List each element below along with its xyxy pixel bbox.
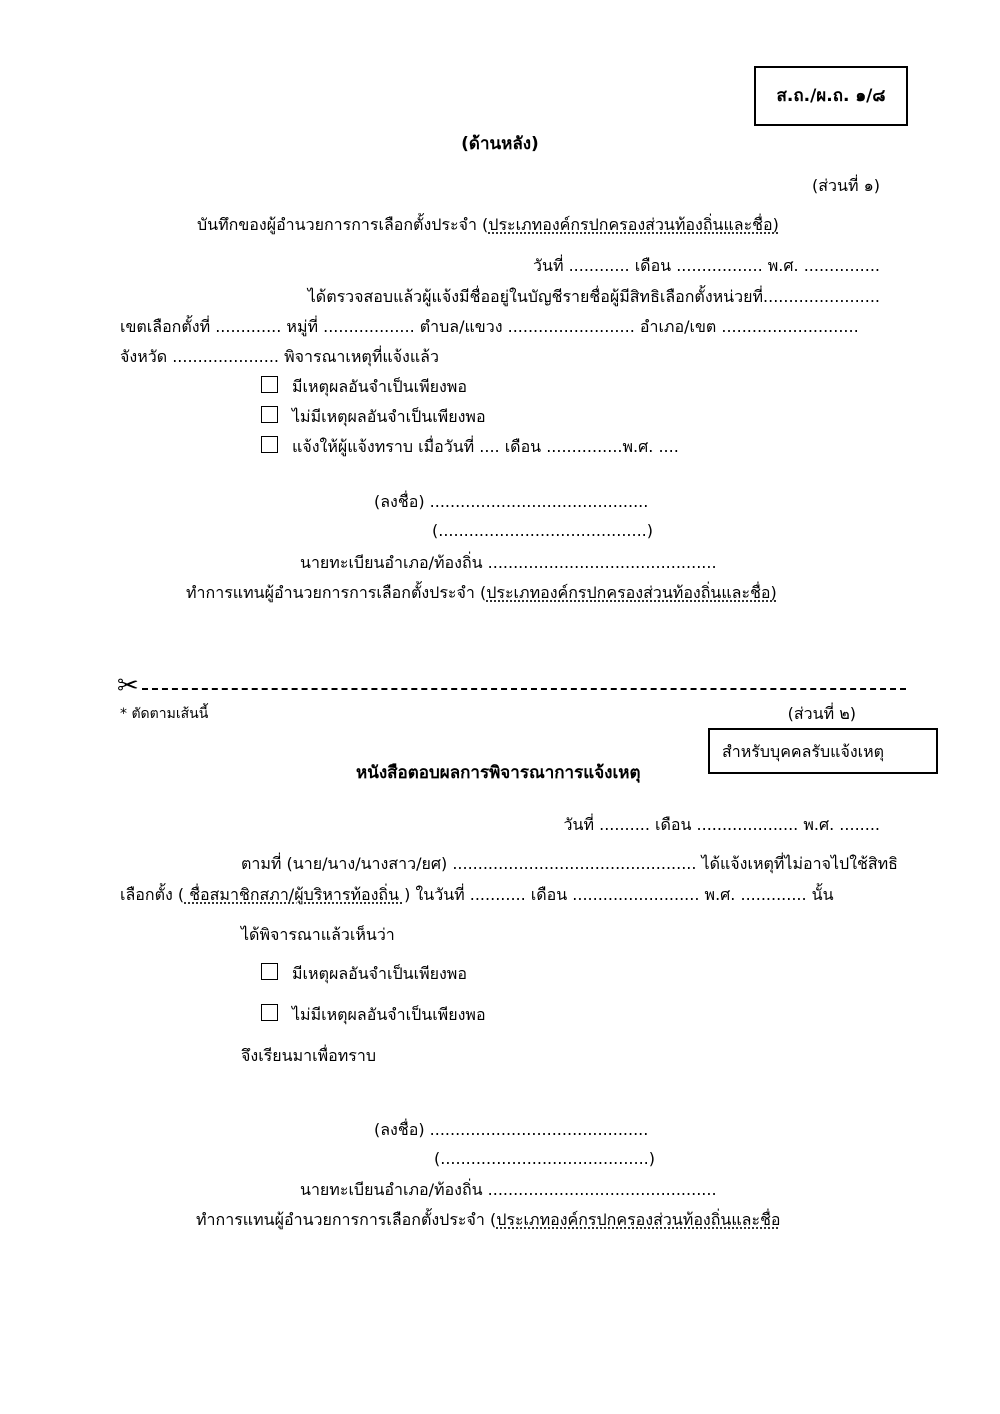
part1-option-label-3: แจ้งให้ผู้แจ้งทราบ เมื่อวันที่ .... เดือน ...............พ.ศ. .... [292, 437, 679, 456]
cut-note: * ตัดตามเส้นนี้ [120, 706, 209, 722]
part1-option-label-2: ไม่มีเหตุผลอันจำเป็นเพียงพอ [292, 407, 486, 426]
part2-date-line: วันที่ .......... เดือน .................... พ.ศ. ........ [563, 815, 880, 834]
part1-acting-line [186, 583, 777, 603]
part2-option-label-2: ไม่มีเหตุผลอันจำเป็นเพียงพอ [292, 1005, 486, 1024]
part2-inform-line: จึงเรียนมาเพื่อทราบ [241, 1046, 376, 1065]
election-prefix: เลือกตั้ง ( [120, 885, 185, 904]
side-label: (ด้านหลัง) [461, 134, 539, 154]
part1-date-line: วันที่ ............ เดือน ................. พ.ศ. ............... [533, 256, 880, 275]
part1-registrar-line: นายทะเบียนอำเภอ/ท้องถิ่น ............................................. [300, 553, 717, 572]
part1-option-checkbox-3[interactable] [261, 436, 278, 453]
election-underlined: ชื่อสมาชิกสภา/ผู้บริหารท้องถิ่น [184, 885, 405, 904]
part2-acting-line [196, 1210, 781, 1230]
part2-title: หนังสือตอบผลการพิจารณาการแจ้งเหตุ [356, 763, 641, 783]
cut-dashed-line [142, 688, 906, 690]
part1-option-checkbox-1[interactable] [261, 376, 278, 393]
part1-option-label-1: มีเหตุผลอันจำเป็นเพียงพอ [292, 377, 467, 396]
part2-option-label-1: มีเหตุผลอันจำเป็นเพียงพอ [292, 964, 467, 983]
part1-province-line: จังหวัด ..................... พิจารณาเหตุที่แจ้งแล้ว [120, 347, 439, 366]
form-code: ส.ถ./ผ.ถ. ๑/๘ [776, 86, 886, 106]
election-suffix: ) ในวันที่ ........... เดือน ......................... พ.ศ. ............. นั้น [404, 885, 834, 904]
part1-option-checkbox-2[interactable] [261, 406, 278, 423]
part1-checked-line: ได้ตรวจสอบแล้วผู้แจ้งมีชื่ออยู่ในบัญชีรายชื่อผู้มีสิทธิเลือกตั้งหน่วยที่....................... [307, 287, 880, 306]
part1-district-line: เขตเลือกตั้งที่ ............. หมู่ที่ .................. ตำบล/แขวง ......................... อำเภอ/เขต ........................... [120, 317, 859, 336]
part2-name-line: (.........................................) [434, 1149, 656, 1168]
part1-name-line: (.........................................) [432, 521, 654, 540]
part1-sign-line: (ลงชื่อ) ........................................... [374, 492, 649, 511]
part2-according-line: ตามที่ (นาย/นาง/นางสาว/ยศ) ................................................ ได้แจ้งเหตุที่ไม่อาจไปใช้สิทธิ [241, 854, 898, 873]
part2-registrar-line: นายทะเบียนอำเภอ/ท้องถิ่น ............................................. [300, 1180, 717, 1199]
part2-label: (ส่วนที่ ๒) [787, 704, 856, 723]
part1-label: (ส่วนที่ ๑) [812, 176, 880, 195]
acting-prefix: ทำการแทนผู้อำนวยการการเลือกตั้งประจำ ( [186, 583, 487, 602]
acting-underlined: ประเภทองค์กรปกครองส่วนท้องถิ่นและชื่อ) [486, 583, 777, 602]
acting-underlined: ประเภทองค์กรปกครองส่วนท้องถิ่นและชื่อ [496, 1210, 781, 1229]
recipient-box-label: สำหรับบุคคลรับแจ้งเหตุ [722, 742, 885, 761]
memo-title-prefix: บันทึกของผู้อำนวยการการเลือกตั้งประจำ ( [197, 215, 489, 234]
acting-prefix: ทำการแทนผู้อำนวยการการเลือกตั้งประจำ ( [196, 1210, 497, 1229]
part2-sign-line: (ลงชื่อ) ........................................... [374, 1120, 649, 1139]
part2-option-checkbox-1[interactable] [261, 963, 278, 980]
part2-option-checkbox-2[interactable] [261, 1004, 278, 1021]
part2-election-line [120, 885, 834, 905]
part2-considered-line: ได้พิจารณาแล้วเห็นว่า [241, 925, 395, 944]
part1-memo-title [197, 215, 779, 235]
memo-title-underlined: ประเภทองค์กรปกครองส่วนท้องถิ่นและชื่อ) [488, 215, 779, 234]
scissors-icon: ✂ [117, 671, 139, 701]
